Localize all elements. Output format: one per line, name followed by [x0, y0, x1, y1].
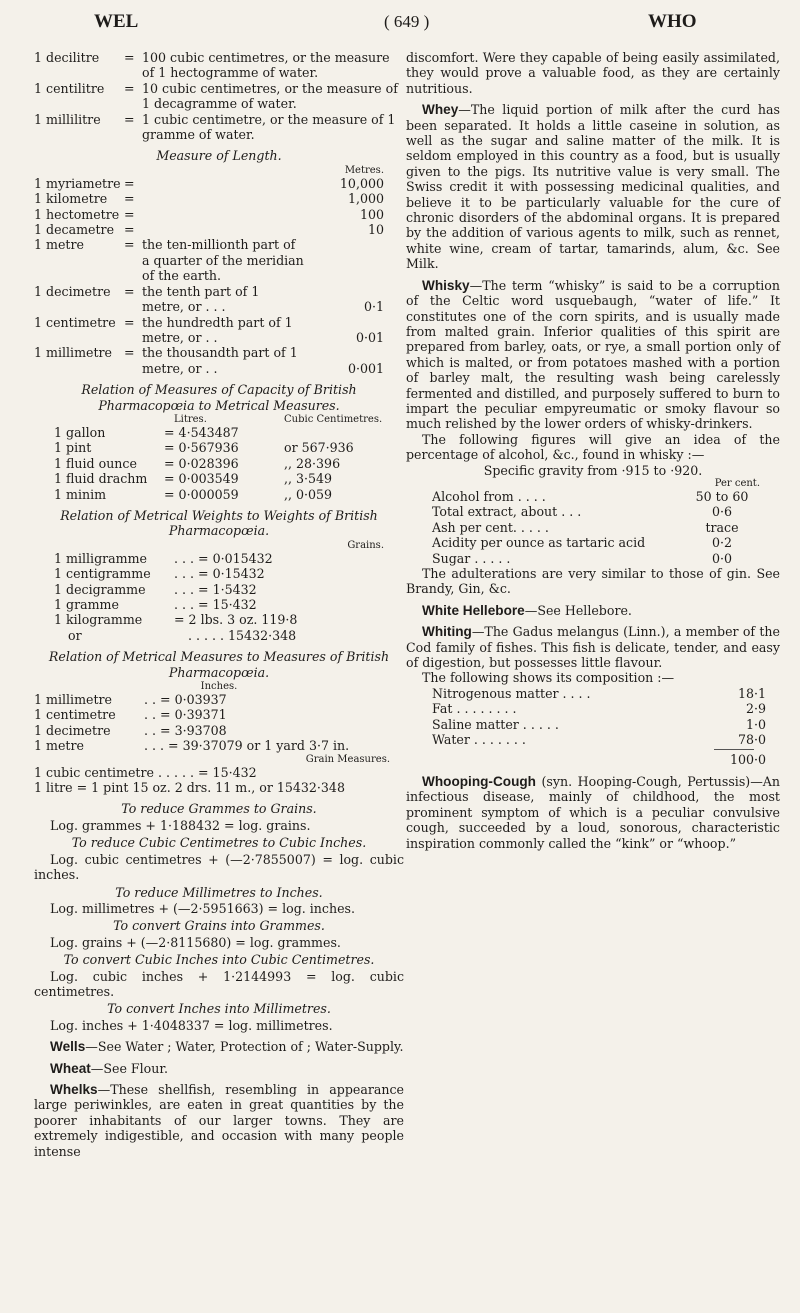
capacity-relation-row: 1 minim = 0·000059 ,, 0·059: [54, 486, 333, 502]
table-row: Fat . . . . . . . . 2·9: [432, 701, 766, 717]
table-row: Nitrogenous matter . . . . 18·1: [432, 685, 766, 701]
entry-whelks: Whelks—These shellfish, resembling in appearance large periwinkles, are eaten in great quantities by the poorer inhabitants of our larger towns. They are extremely indigestible, and occasion with many people intense: [34, 1081, 404, 1159]
headword: Whelks: [50, 1081, 98, 1097]
whisky-table: [432, 489, 762, 566]
conversion-title: To reduce Cubic Centimetres to Cubic Inches.: [71, 835, 367, 851]
length-row: 1 decametre = 10: [34, 222, 384, 238]
table-row: Total extract, about . . . 0·6: [432, 504, 733, 520]
page-header: [0, 11, 800, 42]
capacity-relation-row: 1 pint = 0·567936 or 567·936: [54, 440, 354, 456]
whisky-adulterations: The adulterations are very similar to those of gin. See Brandy, Gin, &c.: [406, 566, 780, 597]
length-row: 1 metre = the ten-millionth part of a quarter of the meridian of the earth.: [34, 237, 304, 284]
headword: White Hellebore: [422, 602, 525, 618]
measure-row: 1 metre . . . = 39·37079 or 1 yard 3·7 in.: [34, 738, 350, 754]
conversion-title: To convert Inches into Millimetres.: [107, 1001, 331, 1017]
conversion-title: To reduce Grammes to Grains.: [121, 801, 317, 817]
table-row: Acidity per ounce as tartaric acid 0·2: [432, 535, 733, 551]
grain-measures-heading: Grain Measures.: [305, 753, 390, 765]
measure-row: 1 decimetre . . = 3·93708: [34, 722, 227, 738]
conversion-title: To reduce Millimetres to Inches.: [115, 884, 323, 900]
capacity-row: 1 millilitre = 1 cubic centimetre, or the measure of 1 gramme of water.: [34, 111, 396, 143]
length-row: 1 hectometre = 100: [34, 206, 384, 222]
conversion-formula: Log. cubic centimetres + (—2·7855007) = log. cubic inches.: [34, 851, 404, 883]
weight-row: or . . . . . 15432·348: [68, 627, 297, 643]
capacity-relation-caption: Relation of Measures of Capacity of British Pharmacopœia to Metrical Measures.: [81, 382, 357, 413]
specific-gravity: Specific gravity from ·915 to ·920.: [483, 462, 703, 478]
grains-heading: Grains.: [347, 539, 384, 551]
whiting-intro: The following shows its composition :—: [422, 670, 675, 686]
right-column: [406, 50, 780, 851]
conversion-formula: Log. grammes + 1·188432 = log. grains.: [50, 817, 311, 833]
whisky-intro: The following figures will give an idea of the percentage of alcohol, &c., found in whisky :—: [406, 431, 780, 463]
length-caption: Measure of Length.: [156, 148, 282, 164]
page-number: ( 649 ): [384, 12, 430, 31]
metres-heading: Metres.: [344, 164, 384, 176]
entry-wells: Wells—See Water ; Water, Protection of ; Water-Supply.: [50, 1039, 404, 1055]
measure-relation-caption: Relation of Metrical Measures to Measures of British Pharmacopœia.: [48, 649, 390, 680]
whiting-total: 100·0: [729, 752, 766, 768]
weight-row: 1 centigramme . . . = 0·15432: [54, 566, 265, 582]
conversion-title: To convert Grains into Grammes.: [113, 918, 325, 934]
headword: Wheat: [50, 1060, 91, 1076]
conversion-formula: Log. inches + 1·4048337 = log. millimetres.: [50, 1017, 333, 1033]
capacity-relation-row: 1 fluid ounce = 0·028396 ,, 28·396: [54, 455, 341, 471]
length-row: 1 decimetre = the tenth part of 1 metre, or . . . 0·1: [34, 283, 384, 315]
weight-relation-caption: Relation of Metrical Weights to Weights of British Pharmacopœia.: [60, 507, 378, 539]
whelks-continued: discomfort. Were they capable of being easily assimilated, they would prove a valuable food, as they are certainly nutritious.: [406, 50, 780, 96]
length-row: 1 centimetre = the hundredth part of 1 metre, or . . 0·01: [34, 314, 384, 345]
left-column: [34, 50, 404, 1159]
conversion-rules: [34, 801, 404, 1033]
conversion-formula: Log. cubic inches + 1·2144993 = log. cubic centimetres.: [34, 968, 404, 999]
litres-heading: Litres.: [174, 413, 207, 425]
table-row: Ash per cent. . . . . trace: [432, 519, 739, 535]
headword: Whiting: [422, 624, 472, 640]
weight-row: 1 decigramme . . . = 1·5432: [54, 581, 257, 597]
headword: Wells: [50, 1039, 86, 1055]
headword: Whisky: [422, 277, 470, 293]
measure-relation-table: [34, 649, 404, 795]
capacity-relation-table: [34, 382, 404, 502]
length-row: 1 millimetre = the thousandth part of 1 metre, or . . 0·001: [34, 345, 384, 376]
length-row: 1 myriametre = 10,000: [34, 175, 384, 191]
measure-row: 1 centimetre . . = 0·39371: [34, 707, 227, 723]
header-right-word: WHO: [648, 11, 697, 32]
conversion-formula: Log. millimetres + (—2·5951663) = log. inches.: [50, 900, 355, 916]
capacity-row: 1 decilitre = 100 cubic centimetres, or the measure of 1 hectogramme of water.: [34, 50, 390, 81]
table-row: Sugar . . . . . 0·0: [432, 550, 733, 566]
whiting-table: [432, 686, 766, 748]
conversion-formula: Log. grains + (—2·8115680) = log. grammes.: [50, 934, 341, 950]
weight-row: 1 milligramme . . . = 0·015432: [54, 550, 273, 566]
entry-white-hellebore: White Hellebore—See Hellebore.: [422, 602, 632, 618]
percent-heading: Per cent.: [714, 477, 760, 489]
capacity-relation-row: 1 fluid drachm = 0·003549 ,, 3·549: [54, 471, 333, 487]
entry-whisky: Whisky—The term “whisky” is said to be a corruption of the Celtic word usquebaugh, “water of life.” It constitutes one of the corn spirits, and is usually made from malted grain. Inferior qualities of this spirit are prepared from barley, oats, or rye, a small portion only of which is malted, or from potatoes mashed with a portion of barley malt, the resulting wash being carelessly fermented and distilled, and purposely suffered to burn to impart the peculiar empyreumatic or smoky flavour so much relished by the lower orders of whisky-drinkers. The following figures will give an idea of the percentage of alcohol, &c., found in whisky :— Specific gravity from ·915 to ·920. Per cent. Alcohol from . . . . 50 to 60 Total extract, about . . . 0·6 Ash per cent. . . . . trace Acidity per ounce as tartaric acid 0·2 Sugar . . . . . 0·0 The adulterations are very similar to those of gin. See Brandy, Gin, &c.: [406, 277, 780, 597]
conversion-title: To convert Cubic Inches into Cubic Centimetres.: [63, 952, 375, 968]
entry-whooping-cough: Whooping-Cough (syn. Hooping-Cough, Pertussis)—An infectious disease, mainly of childhood, the most prominent symptom of which is a peculiar convulsive cough, succeeded by a loud, sonorous, characteristic inspiration commonly called the “kink” or “whoop.”: [406, 773, 780, 851]
total-rule: [714, 749, 754, 750]
table-row: Saline matter . . . . . 1·0: [432, 716, 766, 732]
length-row: 1 kilometre = 1,000: [34, 191, 384, 207]
table-row: Water . . . . . . . 78·0: [432, 732, 766, 748]
entry-wheat: Wheat—See Flour.: [50, 1060, 169, 1076]
length-table: [34, 148, 404, 376]
entry-whiting: Whiting—The Gadus melangus (Linn.), a member of the Cod family of fishes. This fish is delicate, tender, and easy of digestion, but possesses little flavour. The following shows its composition :— Nitrogenous matter . . . . 18·1 Fat . . . . . . . . 2·9 Saline matter . . . . . 1·0 Water . . . . . . . 78·0 100·0: [406, 624, 780, 768]
table-row: Alcohol from . . . . 50 to 60: [432, 488, 749, 504]
weight-row: 1 kilogramme = 2 lbs. 3 oz. 119·8: [54, 612, 298, 628]
weight-relation-table: [34, 508, 404, 643]
measure-row: 1 millimetre . . = 0·03937: [34, 692, 227, 708]
capacity-relation-row: 1 gallon = 4·543487: [54, 424, 239, 440]
weight-row: 1 gramme . . . = 15·432: [54, 597, 257, 612]
inches-heading: Inches.: [200, 681, 238, 693]
capacity-row: 1 centilitre = 10 cubic centimetres, or the measure of 1 decagramme of water.: [34, 80, 398, 112]
entry-whey: Whey—The liquid portion of milk after the curd has been separated. It holds a little caseine in solution, as well as the sugar and saline matter of the milk. It is seldom employed in this country as a food, but is usually given to the pigs. Its nutritive value is very small. The Swiss credit it with possessing medicinal qualities, and believe it to be particularly valuable for the cure of chronic disorders of the abdominal organs. It is prepared by the addition of various agents to milk, such as rennet, white wine, cream of tartar, tamarinds, alum, &c. See Milk.: [406, 102, 780, 272]
headword: Whey: [422, 102, 459, 118]
cubic-centimetre-line: 1 cubic centimetre . . . . . = 15·432: [34, 764, 257, 780]
capacity-definitions: [34, 50, 404, 142]
header-left-word: WEL: [94, 11, 139, 32]
litre-line: 1 litre = 1 pint 15 oz. 2 drs. 11 m., or 15432·348: [34, 780, 345, 796]
cc-heading: Cubic Centimetres.: [284, 413, 383, 425]
headword: Whooping-Cough: [422, 773, 536, 789]
